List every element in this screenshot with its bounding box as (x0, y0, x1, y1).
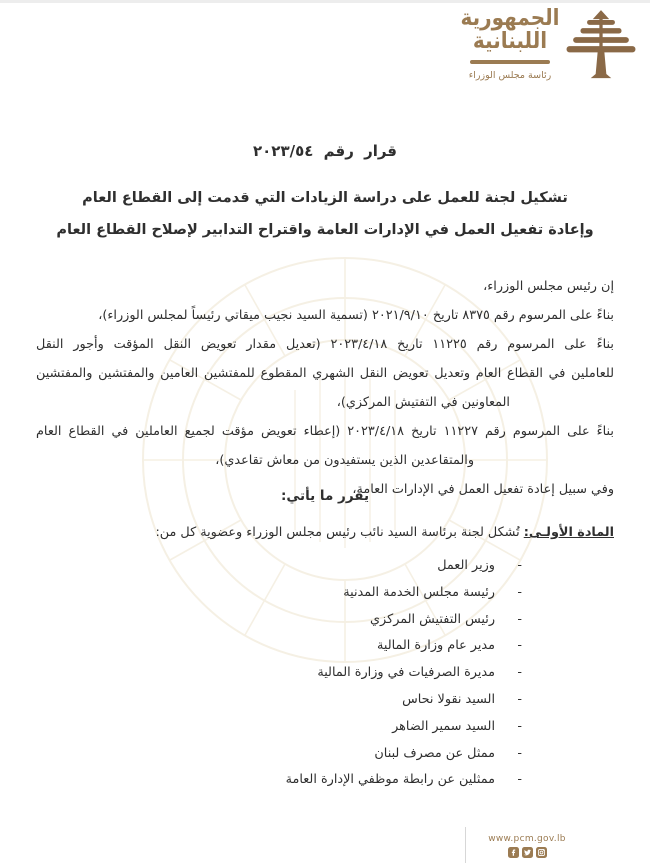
cedar-tree-icon (560, 10, 642, 84)
resolution-lead: يقرر ما يأتي: (280, 488, 370, 504)
dash-bullet: - (517, 611, 522, 627)
republic-word-1: الجمهورية (460, 3, 560, 31)
preamble-line: المعاونين في التفتيش المركزي)، (336, 395, 510, 410)
member-label: رئيسة مجلس الخدمة المدنية (343, 584, 495, 600)
preamble-line: للعاملين في القطاع العام وتعديل تعويض النقل الشهري المقطوع للمفتشين العامين والمفتشين والمفتشين (36, 366, 614, 381)
dash-bullet: - (517, 584, 522, 600)
member-item (36, 580, 522, 607)
office-title: رئاسة مجلس الوزراء (468, 69, 552, 81)
member-item (36, 767, 522, 794)
member-label: السيد نقولا نحاس (402, 691, 495, 707)
member-item (36, 741, 522, 768)
member-item (36, 553, 522, 580)
member-item (36, 607, 522, 634)
member-item (36, 687, 522, 714)
subject-line-2: وإعادة تفعيل العمل في الإدارات العامة واقتراح التدابير لإصلاح القطاع العام (56, 222, 594, 238)
twitter-icon[interactable] (522, 847, 533, 858)
preamble (36, 272, 614, 504)
republic-calligraphy (460, 3, 560, 81)
article-one (36, 521, 614, 545)
member-label: السيد سمير الضاهر (392, 718, 495, 734)
dash-bullet: - (517, 665, 522, 681)
preamble-line: بناءً على المرسوم رقم ١١٢٢٥ تاريخ ٢٠٢٣/٤/١٨ (تعديل مقدار تعويض النقل المؤقت وأجور النقل (36, 337, 614, 352)
member-label: ممثل عن مصرف لبنان (374, 745, 495, 761)
member-item (36, 633, 522, 660)
preamble-line: بناءً على المرسوم رقم ١١٢٢٧ تاريخ ٢٠٢٣/٤/١٨ (إعطاء تعويض مؤقت لجميع العاملين في القطاع العام (36, 424, 614, 439)
dash-bullet: - (517, 558, 522, 573)
facebook-icon[interactable] (508, 847, 519, 858)
logo-divider (470, 60, 550, 64)
member-item (36, 714, 522, 741)
dash-bullet: - (517, 638, 522, 654)
preamble-line: وفي سبيل إعادة تفعيل العمل في الإدارات العامة، (352, 482, 614, 497)
dash-bullet: - (517, 691, 522, 707)
article-one-text: تُشكل لجنة برئاسة السيد نائب رئيس مجلس الوزراء وعضوية كل من: (155, 525, 520, 540)
republic-word-2: اللبنانية (472, 26, 548, 54)
preamble-line: بناءً على المرسوم رقم ٨٣٧٥ تاريخ ٢٠٢١/٩/١٠ (تسمية السيد نجيب ميقاتي رئيساً لمجلس الوزراء)، (98, 308, 614, 323)
member-label: ممثلين عن رابطة موظفي الإدارة العامة (285, 772, 495, 788)
decree-subject (0, 182, 650, 246)
member-label: رئيس التفتيش المركزي (370, 611, 495, 627)
pcm-logo (460, 3, 644, 84)
instagram-icon[interactable] (536, 847, 547, 858)
preamble-line: والمتقاعدين الذين يستفيدون من معاش تقاعدي)، (215, 453, 474, 468)
footer (466, 834, 588, 858)
committee-members-list (36, 553, 522, 794)
website-link[interactable]: www.pcm.gov.lb (488, 834, 566, 844)
preamble-line: إن رئيس مجلس الوزراء، (483, 279, 614, 294)
member-label: مدير عام وزارة المالية (376, 638, 495, 654)
social-links (466, 847, 588, 858)
decree-title: قرار رقم ٢٠٢٣/٥٤ (252, 142, 397, 160)
article-one-label: المادة الأولـى: (523, 525, 614, 540)
subject-line-1: تشكيل لجنة للعمل على دراسة الزيادات التي قدمت إلى القطاع العام (82, 190, 568, 206)
dash-bullet: - (517, 772, 522, 788)
member-label: مديرة الصرفيات في وزارة المالية (317, 665, 495, 681)
member-label: وزير العمل (437, 558, 495, 573)
dash-bullet: - (517, 745, 522, 761)
dash-bullet: - (517, 718, 522, 734)
member-item (36, 660, 522, 687)
